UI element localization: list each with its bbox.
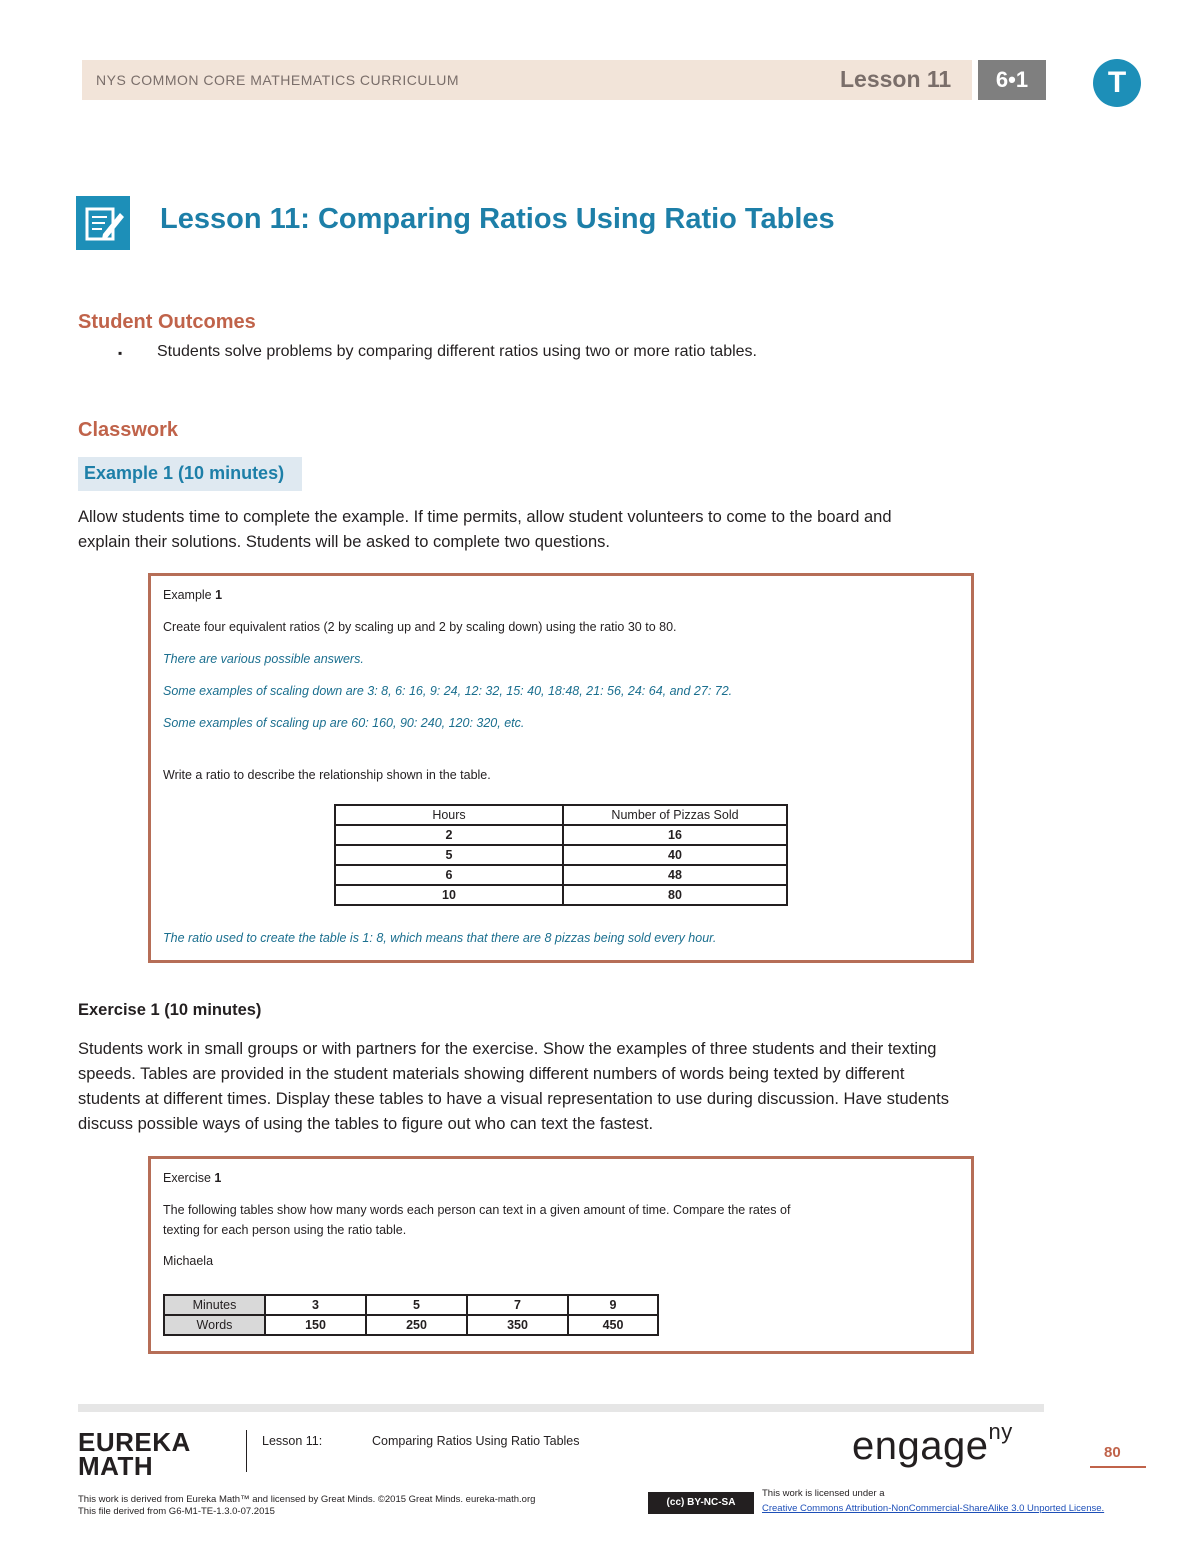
exercise-box-heading: [163, 1171, 221, 1185]
lesson-label: Lesson 11: [840, 66, 952, 92]
bullet-marker: ▪: [118, 346, 123, 360]
example-label-text: Example 1 (10 minutes): [84, 463, 285, 483]
footer-lesson-label: Lesson 11:: [262, 1434, 323, 1448]
exercise-line-3: students at different times. Display these tables to have a visual representation to use during discussion. Have students: [78, 1090, 950, 1108]
classwork-heading: Classwork: [78, 419, 179, 441]
engage-ny: ny: [988, 1418, 1013, 1444]
example-heading-num: 1: [215, 588, 223, 602]
grade-module-badge: 6•1: [978, 60, 1046, 100]
hours-cell: 10: [335, 885, 563, 905]
answer-scaling-down: Some examples of scaling down are 3: 8, 6: 16, 9: 24, 12: 32, 15: 40, 18:48, 21: 56, 24: 64, and 27: 72.: [163, 684, 733, 698]
outcome-item: Students solve problems by comparing different ratios using two or more ratio tables.: [157, 343, 757, 360]
exercise-line-4: discuss possible ways of using the tables to figure out who can text the fastest.: [78, 1115, 654, 1133]
exercise-line-2: speeds. Tables are provided in the student materials showing different numbers of words being texted by different: [78, 1065, 905, 1083]
minutes-cell: 9: [568, 1295, 658, 1315]
words-cell: 250: [366, 1315, 467, 1335]
table-row: [335, 885, 787, 905]
page-number: 80: [1104, 1444, 1121, 1461]
row-label-words: Words: [164, 1315, 265, 1335]
michaela-ratio-table: [163, 1294, 659, 1336]
hours-cell: 5: [335, 845, 563, 865]
footer-divider: [246, 1430, 247, 1472]
table-row: [335, 865, 787, 885]
answer-ratio: The ratio used to create the table is 1: 8, which means that there are 8 pizzas being sold every hour.: [163, 931, 717, 945]
example-label: [78, 457, 302, 491]
exercise-heading: Exercise 1 (10 minutes): [78, 1001, 262, 1019]
teacher-badge: T: [1093, 59, 1141, 107]
exercise-line-1: Students work in small groups or with partners for the exercise. Show the examples of three students and their texting: [78, 1040, 937, 1058]
page-number-rule: [1090, 1466, 1146, 1468]
notebook-pencil-icon: [76, 196, 130, 250]
example-prompt: Create four equivalent ratios (2 by scaling up and 2 by scaling down) using the ratio 30 to 80.: [163, 620, 677, 634]
cc-license-badge: (cc) BY-NC-SA: [648, 1492, 754, 1514]
answer-scaling-up: Some examples of scaling up are 60: 160, 90: 240, 120: 320, etc.: [163, 716, 525, 730]
eureka-math-logo: [78, 1427, 191, 1481]
col-header-pizzas: Number of Pizzas Sold: [563, 805, 787, 825]
student-name: Michaela: [163, 1254, 214, 1268]
minutes-cell: 5: [366, 1295, 467, 1315]
exercise-heading-num: 1: [214, 1171, 222, 1185]
pizzas-cell: 40: [563, 845, 787, 865]
curriculum-label: NYS COMMON CORE MATHEMATICS CURRICULUM: [96, 72, 460, 88]
license-link[interactable]: Creative Commons Attribution-NonCommercial-ShareAlike 3.0 Unported License.: [762, 1503, 1105, 1514]
col-header-hours: Hours: [335, 805, 563, 825]
credit-line-1: This work is derived from Eureka Math™ and licensed by Great Minds. ©2015 Great Minds. eureka-math.org: [78, 1494, 536, 1505]
logo-line-1: EUREKA: [78, 1427, 191, 1457]
pizza-ratio-table: [334, 804, 788, 906]
engageny-logo: [852, 1418, 1013, 1469]
words-cell: 450: [568, 1315, 658, 1335]
footer-rule: [78, 1404, 1044, 1412]
intro-line-2: explain their solutions. Students will be asked to complete two questions.: [78, 533, 610, 551]
example-box-heading: [163, 588, 222, 602]
row-label-minutes: Minutes: [164, 1295, 265, 1315]
hours-cell: 6: [335, 865, 563, 885]
pizzas-cell: 16: [563, 825, 787, 845]
engage-text: engage: [852, 1424, 989, 1468]
outcomes-heading: Student Outcomes: [78, 311, 256, 333]
example-prompt-2: Write a ratio to describe the relationship shown in the table.: [163, 768, 491, 782]
intro-line-1: Allow students time to complete the example. If time permits, allow student volunteers to come to the board and: [78, 508, 892, 526]
table-row: [335, 825, 787, 845]
words-cell: 350: [467, 1315, 568, 1335]
logo-line-2: MATH: [78, 1451, 154, 1481]
exercise-heading-word: Exercise: [163, 1171, 215, 1185]
example-heading-word: Example: [163, 588, 216, 602]
minutes-row: [164, 1295, 658, 1315]
minutes-cell: 3: [265, 1295, 366, 1315]
exercise-text-line-1: The following tables show how many words each person can text in a given amount of time. Compare the rates of: [163, 1203, 791, 1217]
minutes-cell: 7: [467, 1295, 568, 1315]
exercise-text-line-2: texting for each person using the ratio table.: [163, 1223, 407, 1237]
credit-line-2: This file derived from G6-M1-TE-1.3.0-07.2015: [78, 1506, 275, 1517]
pizzas-cell: 48: [563, 865, 787, 885]
hours-cell: 2: [335, 825, 563, 845]
words-row: [164, 1315, 658, 1335]
table-header-row: [335, 805, 787, 825]
words-cell: 150: [265, 1315, 366, 1335]
answer-various: There are various possible answers.: [163, 652, 364, 666]
page-title: Lesson 11: Comparing Ratios Using Ratio Tables: [160, 203, 835, 235]
license-line-1: This work is licensed under a: [762, 1488, 885, 1499]
footer-lesson-topic: Comparing Ratios Using Ratio Tables: [372, 1434, 580, 1448]
table-row: [335, 845, 787, 865]
pizzas-cell: 80: [563, 885, 787, 905]
